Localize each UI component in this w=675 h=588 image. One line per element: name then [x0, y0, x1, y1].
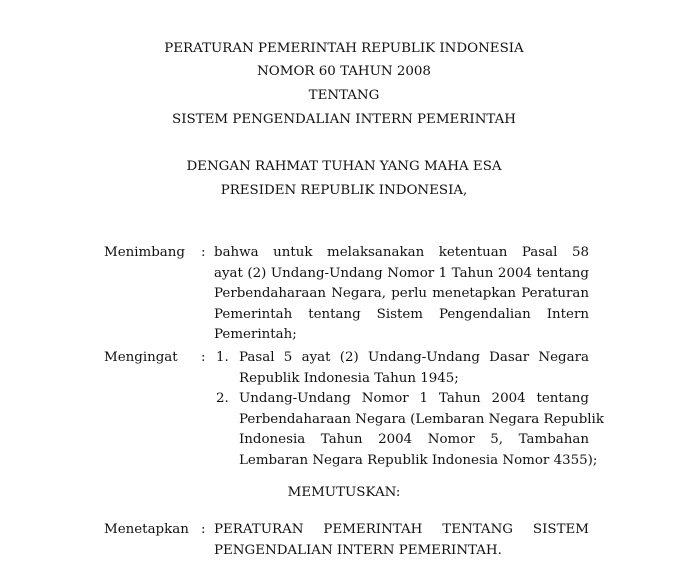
preamble-president: PRESIDEN REPUBLIK INDONESIA, [220, 183, 468, 198]
mengingat-item-line: Perbendaharaan Negara (Lembaran Negara Republik [239, 411, 604, 427]
preamble-line: DENGAN RAHMAT TUHAN YANG MAHA ESA [186, 159, 502, 174]
mengingat-item-number: 1. [216, 350, 229, 365]
menetapkan-colon: : [201, 522, 206, 537]
menimbang-line: Pemerintah; [214, 327, 297, 342]
menetapkan-line: PERATURAN PEMERINTAH TENTANG SISTEM [214, 522, 589, 537]
menimbang-line: ayat (2) Undang-Undang Nomor 1 Tahun 2004 tentang [214, 265, 589, 281]
mengingat-item-line: Pasal 5 ayat (2) Undang-Undang Dasar Negara [239, 350, 589, 365]
menetapkan-line: PENGENDALIAN INTERN PEMERINTAH. [214, 542, 502, 558]
menimbang-line: bahwa untuk melaksanakan ketentuan Pasal 58 [214, 245, 589, 260]
menetapkan-text [214, 520, 589, 561]
mengingat-item [239, 389, 604, 471]
menimbang-line: Perbendaharaan Negara, perlu menetapkan Peraturan [214, 286, 589, 301]
regulation-number: NOMOR 60 TAHUN 2008 [257, 64, 431, 79]
regulation-title: PERATURAN PEMERINTAH REPUBLIK INDONESIA [164, 41, 524, 56]
mengingat-item-line: Undang-Undang Nomor 1 Tahun 2004 tentang [239, 391, 589, 406]
menimbang-colon: : [201, 245, 206, 260]
memutuskan-heading: MEMUTUSKAN: [287, 485, 401, 500]
menimbang-text [214, 243, 589, 346]
regulation-about: TENTANG [308, 88, 380, 103]
mengingat-item-line: Indonesia Tahun 2004 Nomor 5, Tambahan [239, 432, 589, 447]
regulation-subject: SISTEM PENGENDALIAN INTERN PEMERINTAH [172, 112, 516, 127]
mengingat-item-line: Republik Indonesia Tahun 1945; [239, 370, 459, 386]
menimbang-line: Pemerintah tentang Sistem Pengendalian Intern [214, 306, 589, 322]
mengingat-label: Mengingat [104, 350, 178, 365]
menetapkan-label: Menetapkan [104, 522, 189, 537]
mengingat-colon: : [201, 350, 206, 365]
menimbang-label: Menimbang [104, 245, 185, 260]
mengingat-item-line: Lembaran Negara Republik Indonesia Nomor 4355); [239, 452, 598, 468]
mengingat-item [239, 348, 589, 389]
mengingat-item-number: 2. [216, 391, 229, 406]
